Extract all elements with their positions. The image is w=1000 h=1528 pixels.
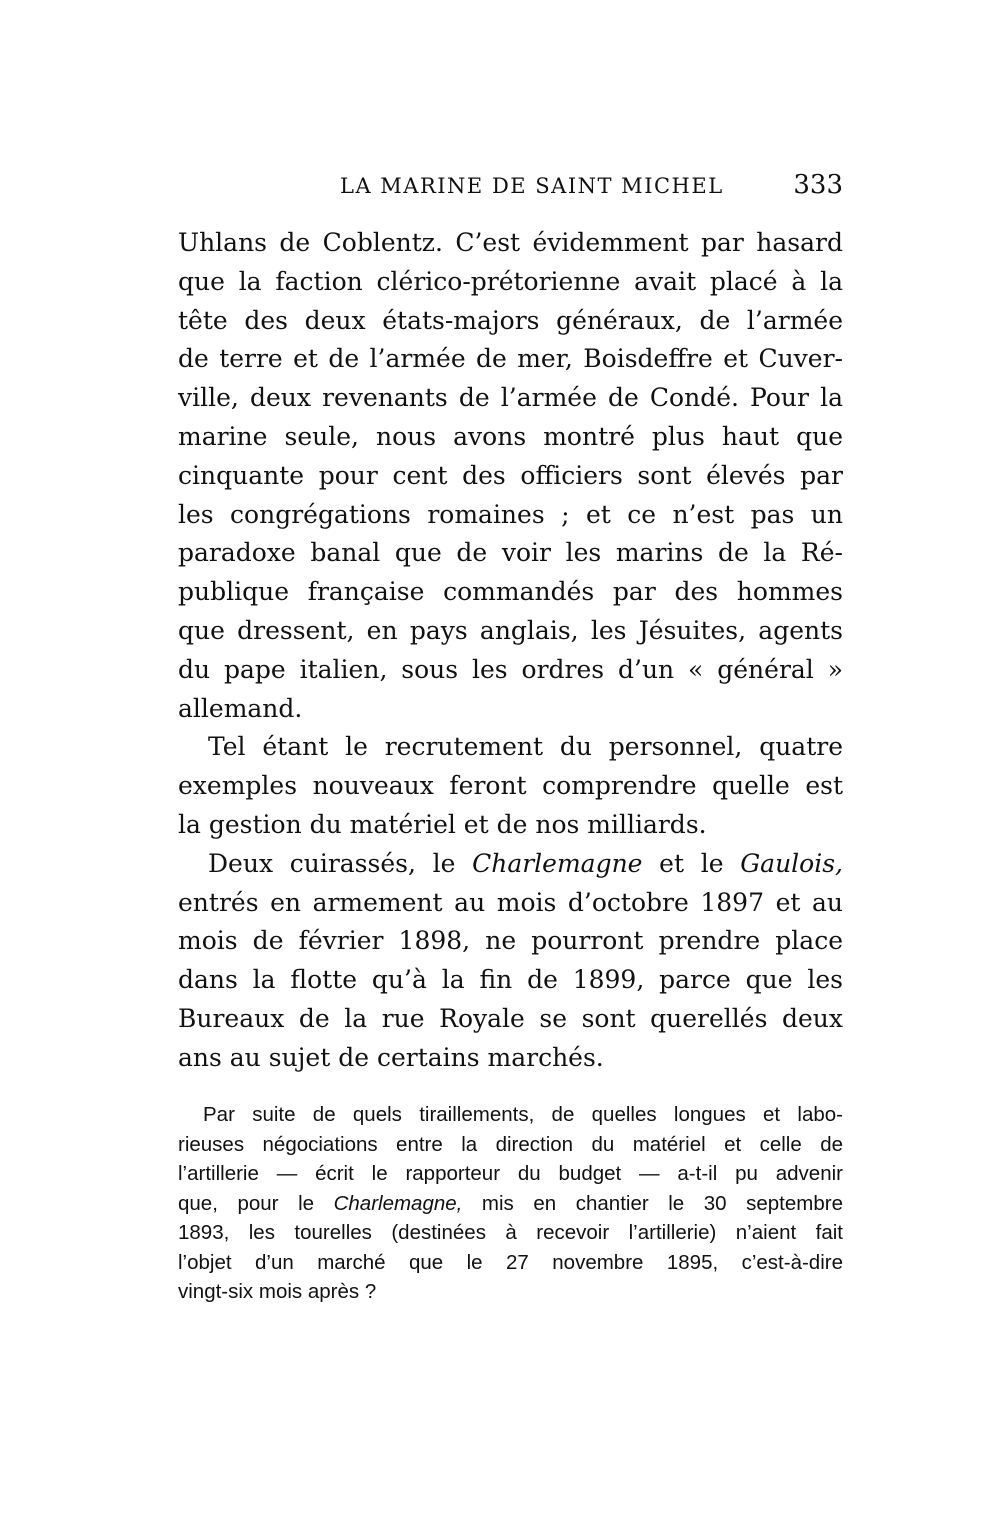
page-number: 333 xyxy=(793,170,843,200)
running-title: LA MARINE DE SAINT MICHEL xyxy=(340,174,724,198)
text-line: cinquante pour cent des officiers sont élevés par xyxy=(178,460,843,490)
text-run: mis en chantier le 30 septembre xyxy=(462,1191,843,1215)
main-text xyxy=(178,224,843,1078)
text-line: tête des deux états-majors généraux, de l’armée xyxy=(178,305,843,335)
text-line: ans au sujet de certains marchés. xyxy=(178,1042,604,1072)
note-line: rieuses négociations entre la direction du matériel et celle de xyxy=(178,1132,843,1156)
text-line: publique française commandés par des hommes xyxy=(178,577,843,607)
note-line: vingt-six mois après ? xyxy=(178,1280,377,1303)
text-line: de terre et de l’armée de mer, Boisdeffre et Cuver- xyxy=(178,344,843,374)
text-line: que dressent, en pays anglais, les Jésuites, agents xyxy=(178,615,843,645)
text-run: que, pour le xyxy=(178,1191,334,1215)
note-line: l’artillerie — écrit le rapporteur du budget — a-t-il pu advenir xyxy=(178,1162,843,1185)
text-line: que la faction clérico-prétorienne avait placé à la xyxy=(178,266,843,296)
ship-name: Gaulois, xyxy=(740,848,843,878)
text-line: la gestion du matériel et de nos milliards. xyxy=(178,809,707,839)
note-line: Par suite de quels tiraillements, de quelles longues et labo- xyxy=(203,1103,843,1126)
paragraph-1 xyxy=(178,224,843,728)
running-header xyxy=(178,170,843,206)
text-run: Deux cuirassés, le xyxy=(208,848,473,878)
text-line: Tel étant le recrutement du personnel, quatre xyxy=(208,732,843,762)
text-line xyxy=(178,845,843,884)
text-line: mois de février 1898, ne pourront prendre place xyxy=(178,926,843,956)
text-run: et le xyxy=(642,848,741,878)
ship-name: Charlemagne, xyxy=(333,1191,463,1215)
text-line: Uhlans de Coblentz. C’est évidemment par hasard xyxy=(178,228,843,257)
text-line: exemples nouveaux feront comprendre quelle est xyxy=(178,771,843,801)
text-line: ville, deux revenants de l’armée de Condé. Pour la xyxy=(178,383,843,413)
text-line: paradoxe banal que de voir les marins de la Ré- xyxy=(178,538,843,568)
text-line: Bureaux de la rue Royale se sont querellés deux xyxy=(178,1003,843,1033)
quoted-note xyxy=(178,1100,843,1307)
paragraph-2 xyxy=(178,728,843,844)
text-line: les congrégations romaines ; et ce n’est pas un xyxy=(178,499,843,529)
text-line: dans la flotte qu’à la fin de 1899, parce que les xyxy=(178,965,843,995)
note-line: 1893, les tourelles (destinées à recevoir l’artillerie) n’aient fait xyxy=(178,1221,843,1244)
note-line: l’objet d’un marché que le 27 novembre 1895, c’est-à-dire xyxy=(178,1250,843,1274)
text-line: du pape italien, sous les ordres d’un « général » xyxy=(178,654,843,684)
ship-name: Charlemagne xyxy=(472,848,643,878)
text-line: allemand. xyxy=(178,693,303,723)
paragraph-3 xyxy=(178,845,843,1078)
note-line xyxy=(178,1189,843,1219)
text-line: entrés en armement au mois d’octobre 1897 et au xyxy=(178,887,843,917)
text-line: marine seule, nous avons montré plus haut que xyxy=(178,421,843,451)
